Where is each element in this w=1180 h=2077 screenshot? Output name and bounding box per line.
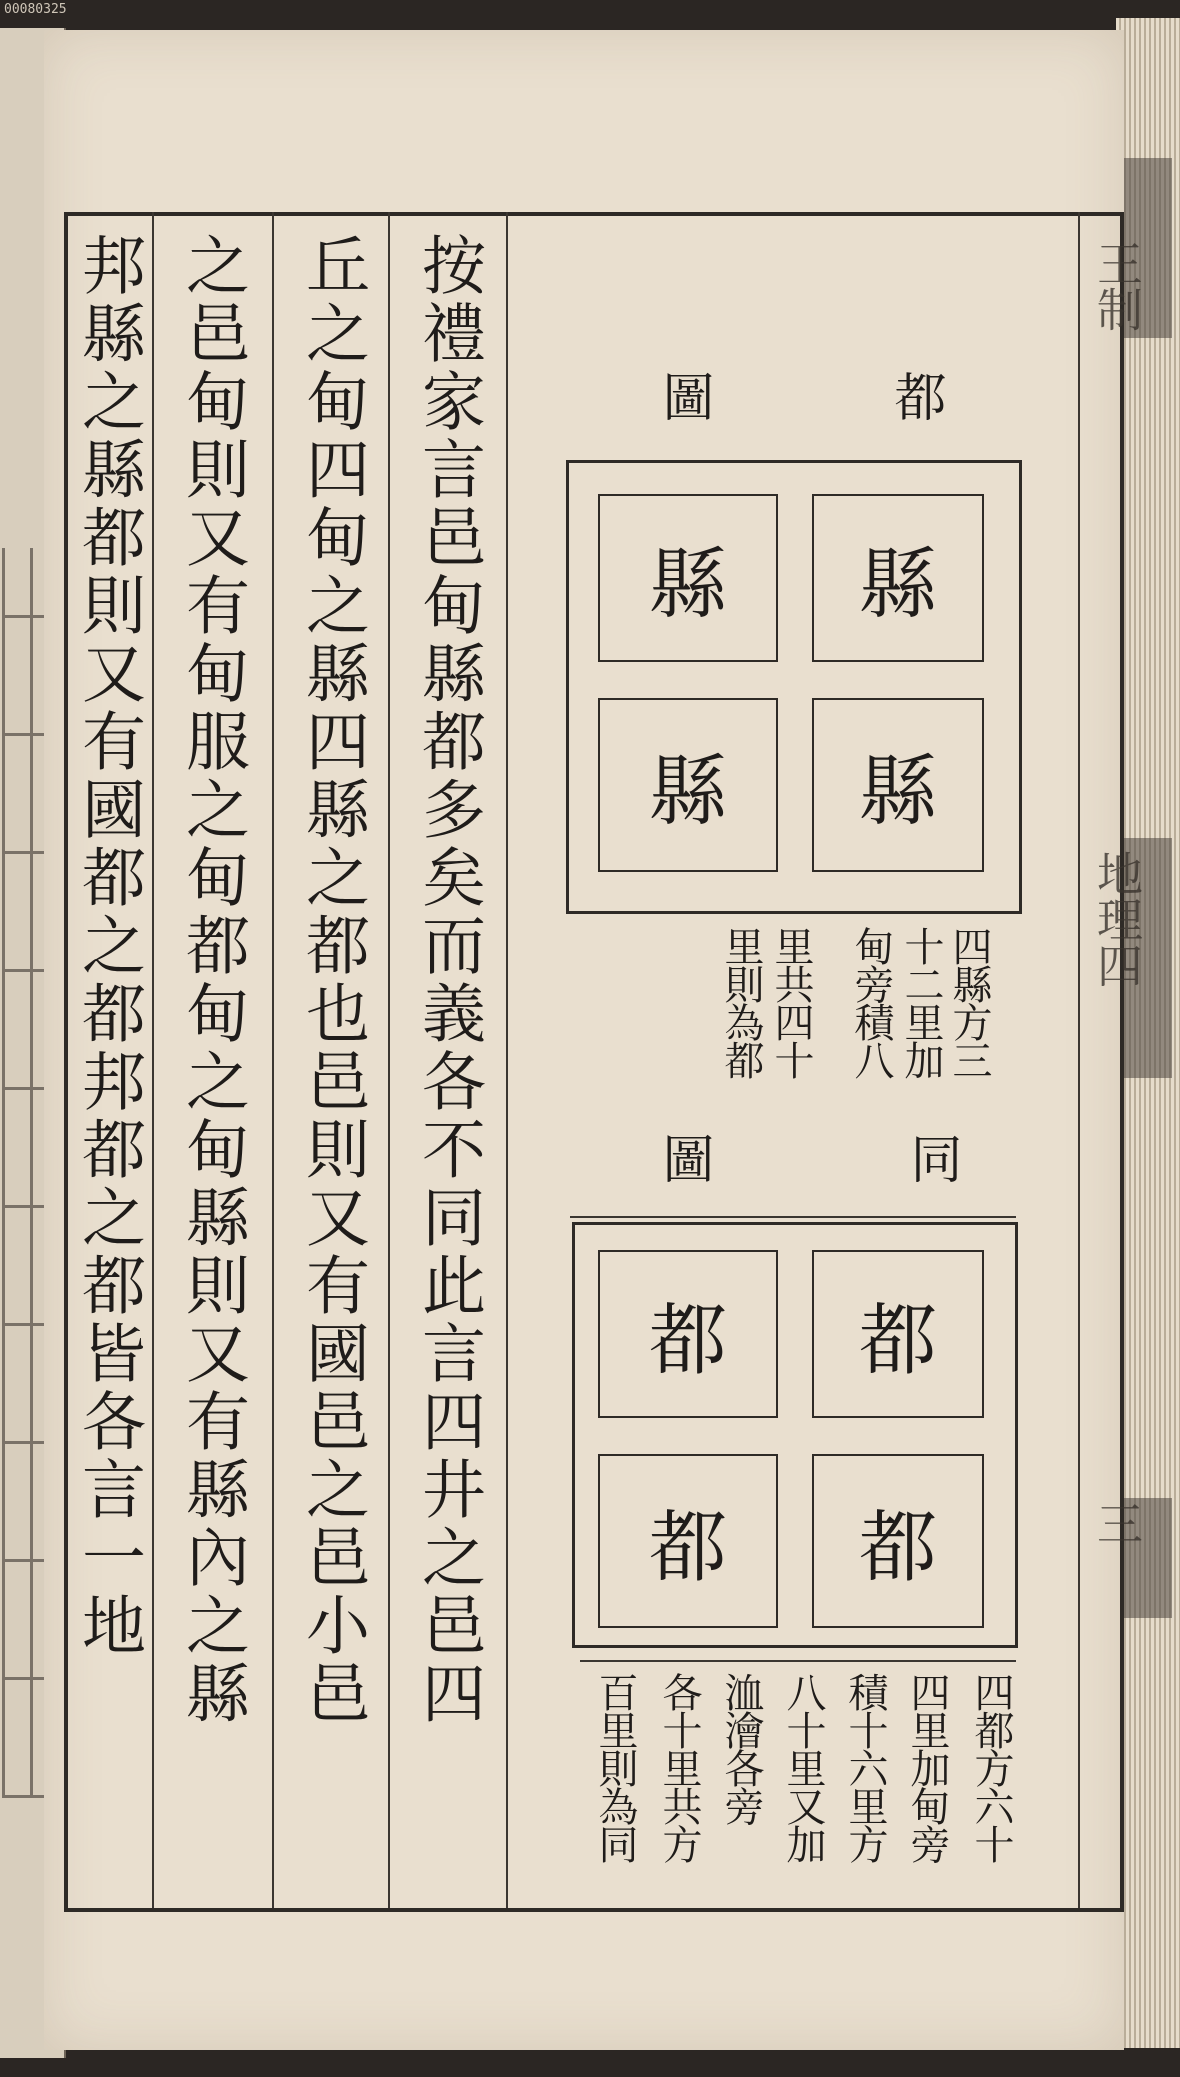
text-column-3: 之邑甸則又有甸服之甸都甸之甸縣則又有縣內之縣 — [175, 232, 249, 1728]
margin-page-number: 三 — [1090, 1500, 1144, 1546]
county-note-line: 甸旁積八 — [848, 926, 894, 1078]
capital-note-line: 洫澮各旁 — [718, 1672, 764, 1824]
diagram-capital-title-left: 圖 — [653, 1132, 713, 1184]
column-rule — [272, 212, 274, 1908]
capital-note-line: 積十六里方 — [842, 1672, 888, 1862]
county-note-line: 里則為都 — [718, 926, 764, 1078]
capital-note-line: 四里加甸旁 — [904, 1672, 950, 1862]
county-note-line: 四縣方三 — [946, 926, 992, 1078]
column-rule — [152, 212, 154, 1908]
county-note-line: 里共四十 — [768, 926, 814, 1078]
text-column-4: 邦縣之縣都則又有國都之都邦都之都皆各言一地 — [71, 232, 145, 1660]
column-rule — [506, 212, 508, 1908]
column-rule — [1078, 212, 1080, 1908]
capital-note-line: 各十里共方 — [656, 1672, 702, 1862]
capital-note-line: 百里則為同 — [592, 1672, 638, 1862]
county-cell: 縣 — [812, 494, 984, 662]
county-note-line: 十二里加 — [898, 926, 944, 1078]
county-cell: 縣 — [598, 494, 778, 662]
text-column-1: 按禮家言邑甸縣都多矣而義各不同此言四井之邑四 — [411, 232, 485, 1728]
capital-cell: 都 — [812, 1250, 984, 1418]
county-cell: 縣 — [812, 698, 984, 872]
image-id: 00080325 — [4, 2, 67, 17]
capital-note-line: 八十里又加 — [780, 1672, 826, 1862]
diagram-county-title-right: 都 — [885, 370, 945, 422]
capital-cell: 都 — [812, 1454, 984, 1628]
diagram-capital-title-right: 同 — [901, 1132, 961, 1184]
diagram-divider — [570, 1216, 1016, 1218]
text-column-2: 丘之甸四甸之縣四縣之都也邑則又有國邑之邑小邑 — [295, 232, 369, 1728]
county-cell: 縣 — [598, 698, 778, 872]
margin-chapter: 地理四 — [1090, 850, 1144, 988]
diagram-county-title-left: 圖 — [653, 370, 713, 422]
diagram-divider — [580, 1660, 1016, 1662]
column-rule — [388, 212, 390, 1908]
capital-note-line: 四都方六十 — [968, 1672, 1014, 1862]
margin-title: 王制 — [1090, 240, 1144, 332]
capital-cell: 都 — [598, 1250, 778, 1418]
capital-cell: 都 — [598, 1454, 778, 1628]
